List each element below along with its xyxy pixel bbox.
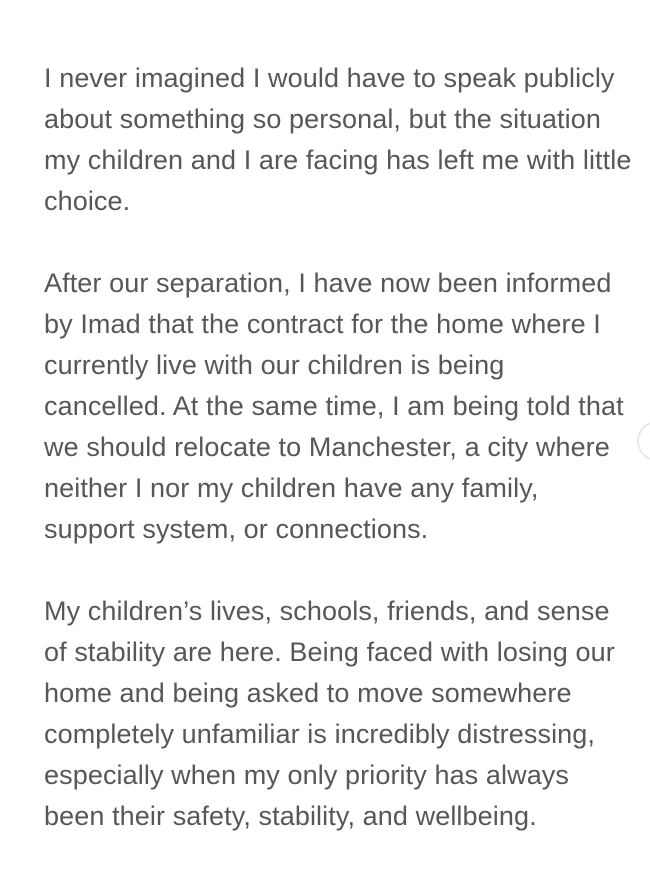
text-line: completely unfamiliar is incredibly distressing,	[44, 719, 596, 749]
text-line: neither I nor my children have any family,	[44, 473, 539, 503]
text-line: After our separation, I have now been informed	[44, 268, 612, 298]
text-line: been their safety, stability, and wellbeing.	[44, 801, 537, 831]
text-line: cancelled. At the same time, I am being told that	[44, 391, 624, 421]
statement-text	[44, 58, 650, 837]
paragraph	[44, 58, 650, 222]
text-line: I never imagined I would have to speak publicly	[44, 63, 615, 93]
text-line: choice.	[44, 186, 131, 216]
text-line: about something so personal, but the situation	[44, 104, 601, 134]
text-line: by Imad that the contract for the home where I	[44, 309, 601, 339]
text-line: we should relocate to Manchester, a city where	[44, 432, 610, 462]
text-line: especially when my only priority has always	[44, 760, 570, 790]
text-line: My children’s lives, schools, friends, and sense	[44, 596, 610, 626]
paragraph	[44, 591, 650, 837]
text-line: of stability are here. Being faced with losing our	[44, 637, 615, 667]
text-line: currently live with our children is being	[44, 350, 505, 380]
text-line: my children and I are facing has left me with little	[44, 145, 632, 175]
text-line: home and being asked to move somewhere	[44, 678, 572, 708]
paragraph	[44, 263, 650, 550]
text-line: support system, or connections.	[44, 514, 429, 544]
